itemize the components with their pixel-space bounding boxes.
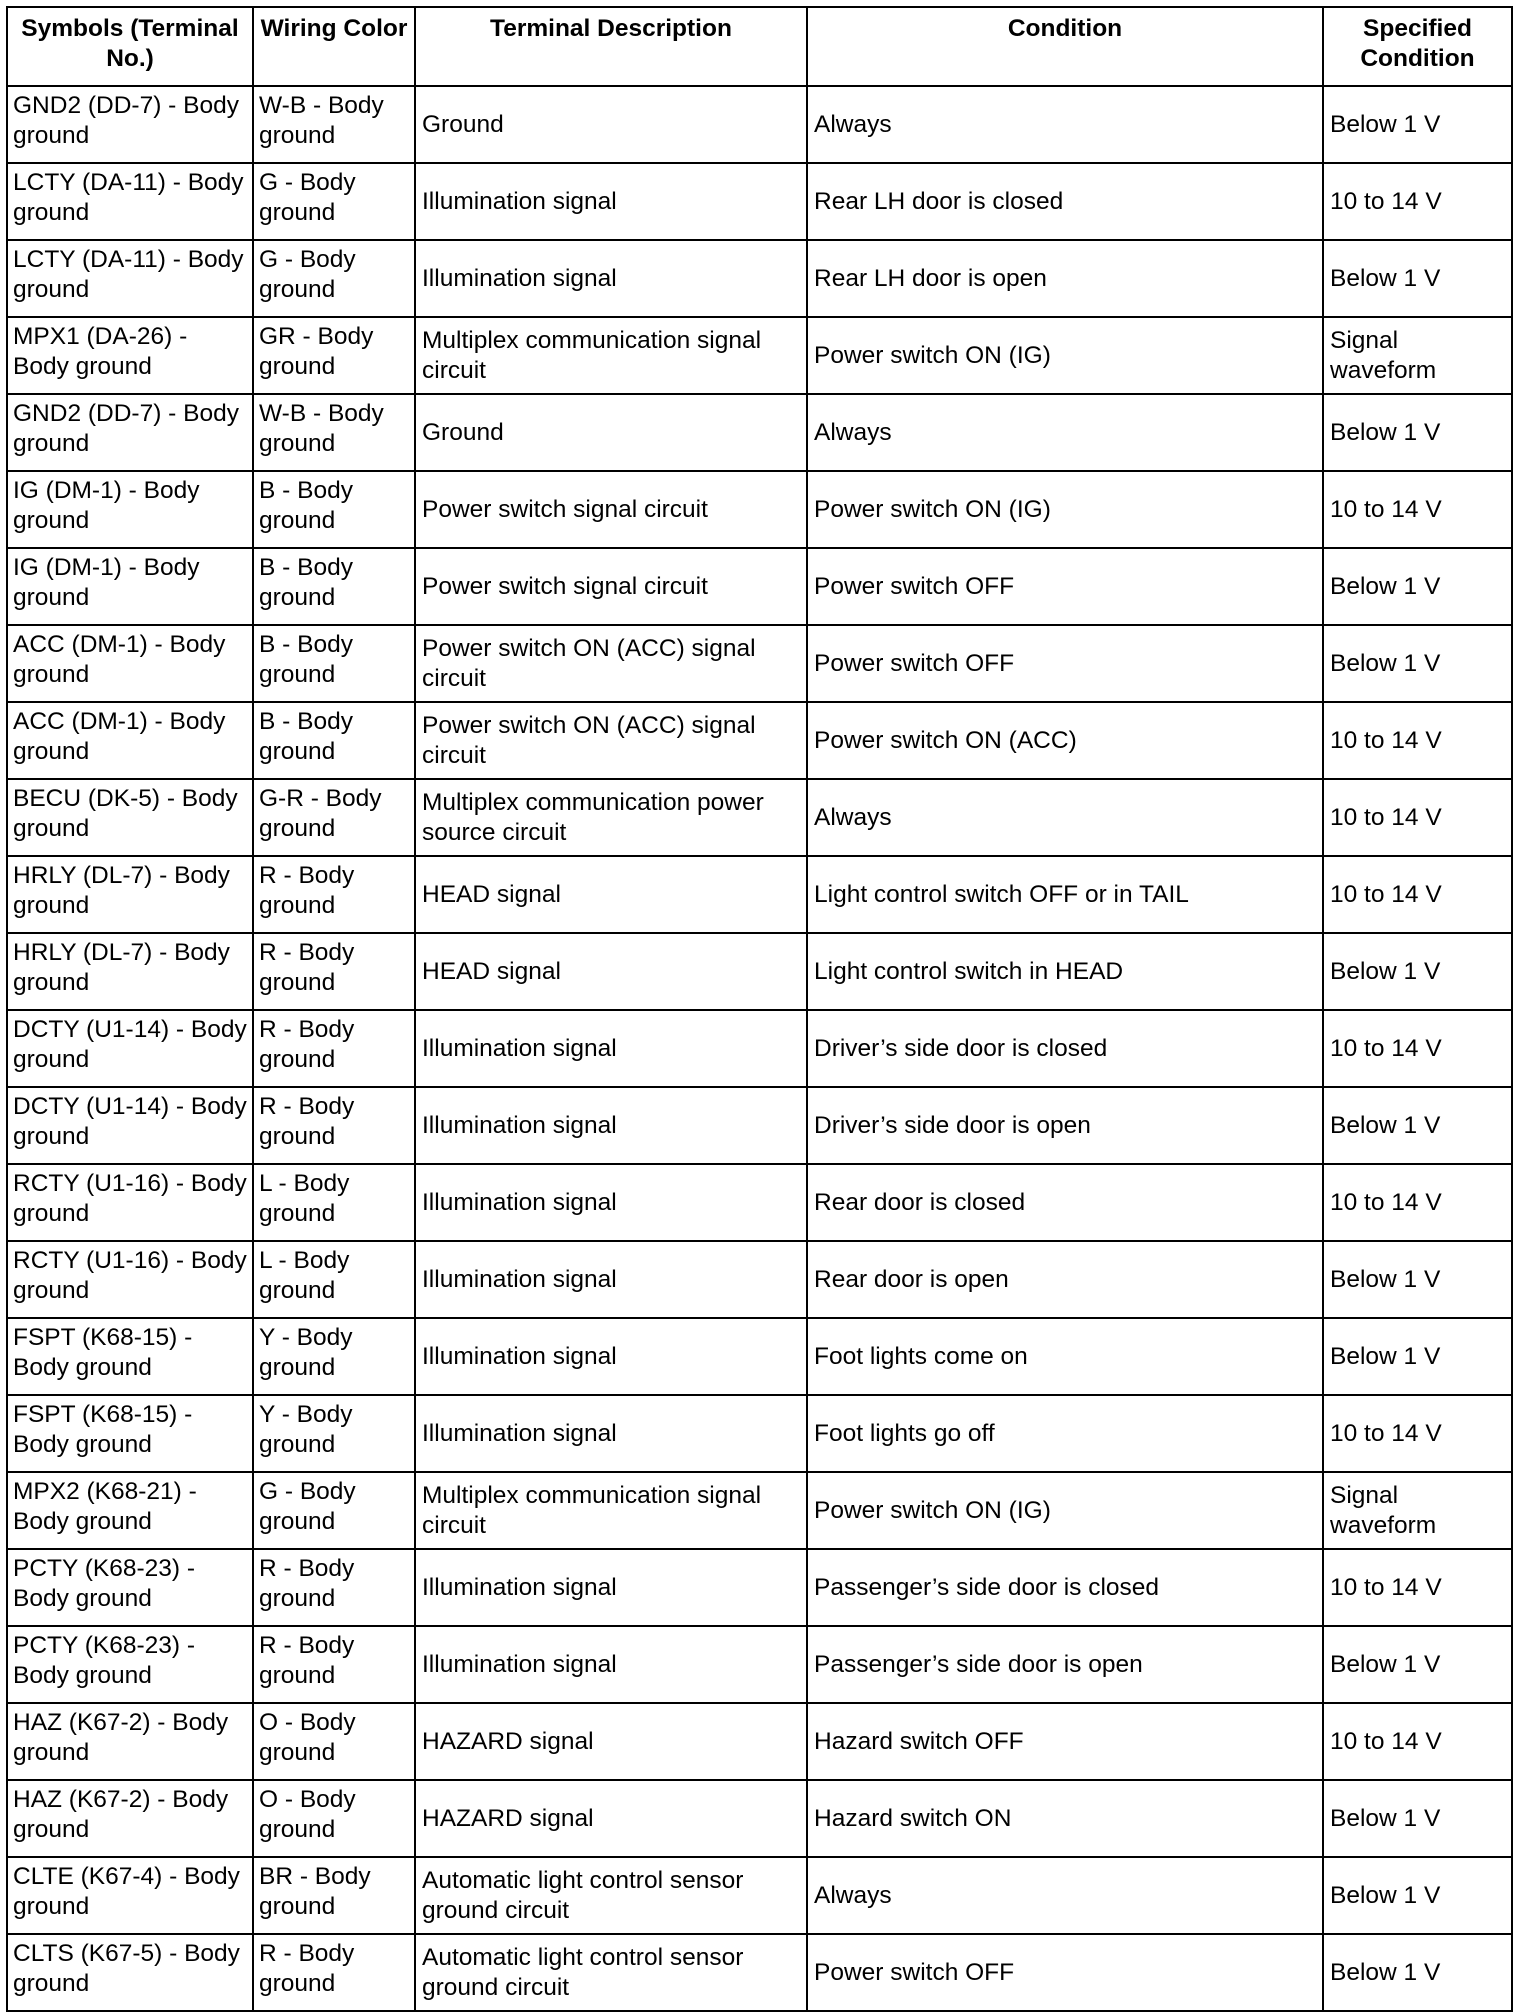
condition-cell: Rear LH door is open [807,240,1323,317]
table-row [7,1318,1512,1395]
terminal-description-cell: Automatic light control sensor ground circuit [415,1857,807,1934]
specified-condition-cell: 10 to 14 V [1323,702,1512,779]
condition-cell: Power switch ON (ACC) [807,702,1323,779]
symbol-cell: HAZ (K67-2) - Body ground [7,1780,253,1857]
table-row [7,240,1512,317]
wiring-color-cell: R - Body ground [253,1626,415,1703]
wiring-color-cell: Y - Body ground [253,1318,415,1395]
table-row [7,1626,1512,1703]
specified-condition-cell: Below 1 V [1323,933,1512,1010]
terminal-description-cell: Illumination signal [415,1087,807,1164]
wiring-color-cell: G - Body ground [253,163,415,240]
header-condition: Condition [807,7,1323,86]
symbol-cell: DCTY (U1-14) - Body ground [7,1087,253,1164]
terminal-description-cell: Illumination signal [415,1241,807,1318]
table-row [7,779,1512,856]
symbol-cell: FSPT (K68-15) - Body ground [7,1395,253,1472]
wiring-color-cell: R - Body ground [253,1934,415,2011]
symbol-cell: CLTE (K67-4) - Body ground [7,1857,253,1934]
specified-condition-cell: 10 to 14 V [1323,779,1512,856]
specified-condition-cell: Below 1 V [1323,1780,1512,1857]
symbol-cell: GND2 (DD-7) - Body ground [7,394,253,471]
condition-cell: Rear LH door is closed [807,163,1323,240]
symbol-cell: GND2 (DD-7) - Body ground [7,86,253,163]
wiring-color-cell: L - Body ground [253,1241,415,1318]
condition-cell: Always [807,86,1323,163]
table-row [7,1395,1512,1472]
symbol-cell: FSPT (K68-15) - Body ground [7,1318,253,1395]
specified-condition-cell: Below 1 V [1323,1857,1512,1934]
table-row [7,1164,1512,1241]
condition-cell: Foot lights come on [807,1318,1323,1395]
wiring-color-cell: Y - Body ground [253,1395,415,1472]
table-row [7,1472,1512,1549]
table-row [7,625,1512,702]
wiring-color-cell: R - Body ground [253,933,415,1010]
terminal-description-cell: Illumination signal [415,1318,807,1395]
terminal-description-cell: Power switch signal circuit [415,548,807,625]
condition-cell: Hazard switch ON [807,1780,1323,1857]
wiring-color-cell: G-R - Body ground [253,779,415,856]
specified-condition-cell: Signal waveform [1323,1472,1512,1549]
condition-cell: Passenger’s side door is closed [807,1549,1323,1626]
specified-condition-cell: Below 1 V [1323,625,1512,702]
condition-cell: Power switch ON (IG) [807,317,1323,394]
wiring-color-cell: GR - Body ground [253,317,415,394]
table-row [7,1241,1512,1318]
table-row [7,471,1512,548]
symbol-cell: ACC (DM-1) - Body ground [7,702,253,779]
wiring-color-cell: BR - Body ground [253,1857,415,1934]
condition-cell: Passenger’s side door is open [807,1626,1323,1703]
wiring-color-cell: W-B - Body ground [253,394,415,471]
symbol-cell: DCTY (U1-14) - Body ground [7,1010,253,1087]
specified-condition-cell: Below 1 V [1323,548,1512,625]
specified-condition-cell: Below 1 V [1323,1241,1512,1318]
terminal-description-cell: Illumination signal [415,1549,807,1626]
condition-cell: Power switch OFF [807,548,1323,625]
terminal-description-cell: HAZARD signal [415,1703,807,1780]
table-row [7,702,1512,779]
table-row [7,1549,1512,1626]
terminal-description-cell: Illumination signal [415,1626,807,1703]
wiring-color-cell: B - Body ground [253,625,415,702]
terminal-description-cell: Multiplex communication signal circuit [415,317,807,394]
wiring-color-cell: B - Body ground [253,548,415,625]
symbol-cell: LCTY (DA-11) - Body ground [7,240,253,317]
terminal-description-cell: Illumination signal [415,163,807,240]
table-row [7,163,1512,240]
specified-condition-cell: Below 1 V [1323,1087,1512,1164]
specified-condition-cell: Below 1 V [1323,1318,1512,1395]
specified-condition-cell: 10 to 14 V [1323,471,1512,548]
condition-cell: Light control switch OFF or in TAIL [807,856,1323,933]
terminal-description-cell: HEAD signal [415,856,807,933]
table-row [7,317,1512,394]
symbol-cell: PCTY (K68-23) - Body ground [7,1549,253,1626]
wiring-color-cell: B - Body ground [253,702,415,779]
condition-cell: Power switch OFF [807,1934,1323,2011]
specified-condition-cell: Below 1 V [1323,240,1512,317]
specified-condition-cell: Below 1 V [1323,86,1512,163]
wiring-color-cell: G - Body ground [253,240,415,317]
symbol-cell: IG (DM-1) - Body ground [7,548,253,625]
terminal-description-cell: Illumination signal [415,1164,807,1241]
condition-cell: Driver’s side door is open [807,1087,1323,1164]
table-row [7,1087,1512,1164]
table-body [7,86,1512,2011]
condition-cell: Always [807,1857,1323,1934]
wiring-color-cell: R - Body ground [253,1549,415,1626]
wiring-color-cell: R - Body ground [253,1010,415,1087]
wiring-color-cell: G - Body ground [253,1472,415,1549]
terminal-description-cell: Illumination signal [415,1010,807,1087]
terminal-description-cell: Ground [415,86,807,163]
table-row [7,548,1512,625]
condition-cell: Power switch ON (IG) [807,1472,1323,1549]
symbol-cell: ACC (DM-1) - Body ground [7,625,253,702]
terminal-table [6,6,1513,2012]
table-row [7,933,1512,1010]
specified-condition-cell: 10 to 14 V [1323,856,1512,933]
specified-condition-cell: Signal waveform [1323,317,1512,394]
header-row [7,7,1512,86]
symbol-cell: CLTS (K67-5) - Body ground [7,1934,253,2011]
condition-cell: Driver’s side door is closed [807,1010,1323,1087]
specified-condition-cell: 10 to 14 V [1323,1703,1512,1780]
specified-condition-cell: 10 to 14 V [1323,1395,1512,1472]
table-row [7,86,1512,163]
specified-condition-cell: Below 1 V [1323,1934,1512,2011]
symbol-cell: RCTY (U1-16) - Body ground [7,1164,253,1241]
header-terminal-description: Terminal Description [415,7,807,86]
terminal-description-cell: Power switch ON (ACC) signal circuit [415,625,807,702]
wiring-color-cell: O - Body ground [253,1780,415,1857]
specified-condition-cell: 10 to 14 V [1323,1164,1512,1241]
condition-cell: Power switch OFF [807,625,1323,702]
table-row [7,1780,1512,1857]
condition-cell: Foot lights go off [807,1395,1323,1472]
symbol-cell: RCTY (U1-16) - Body ground [7,1241,253,1318]
terminal-description-cell: HAZARD signal [415,1780,807,1857]
terminal-description-cell: Power switch ON (ACC) signal circuit [415,702,807,779]
specified-condition-cell: 10 to 14 V [1323,163,1512,240]
condition-cell: Hazard switch OFF [807,1703,1323,1780]
symbol-cell: MPX1 (DA-26) - Body ground [7,317,253,394]
wiring-color-cell: W-B - Body ground [253,86,415,163]
terminal-description-cell: Illumination signal [415,1395,807,1472]
table-row [7,394,1512,471]
symbol-cell: IG (DM-1) - Body ground [7,471,253,548]
table-row [7,1934,1512,2011]
header-specified-condition: Specified Condition [1323,7,1512,86]
condition-cell: Rear door is open [807,1241,1323,1318]
condition-cell: Power switch ON (IG) [807,471,1323,548]
table-row [7,1010,1512,1087]
terminal-description-cell: Multiplex communication power source circuit [415,779,807,856]
symbol-cell: HRLY (DL-7) - Body ground [7,933,253,1010]
header-symbols: Symbols (Terminal No.) [7,7,253,86]
symbol-cell: PCTY (K68-23) - Body ground [7,1626,253,1703]
table-row [7,1703,1512,1780]
symbol-cell: BECU (DK-5) - Body ground [7,779,253,856]
wiring-color-cell: B - Body ground [253,471,415,548]
terminal-description-cell: Ground [415,394,807,471]
table-row [7,1857,1512,1934]
wiring-color-cell: R - Body ground [253,856,415,933]
symbol-cell: LCTY (DA-11) - Body ground [7,163,253,240]
specified-condition-cell: 10 to 14 V [1323,1549,1512,1626]
terminal-description-cell: HEAD signal [415,933,807,1010]
wiring-color-cell: O - Body ground [253,1703,415,1780]
symbol-cell: HAZ (K67-2) - Body ground [7,1703,253,1780]
symbol-cell: MPX2 (K68-21) - Body ground [7,1472,253,1549]
terminal-description-cell: Multiplex communication signal circuit [415,1472,807,1549]
terminal-description-cell: Illumination signal [415,240,807,317]
symbol-cell: HRLY (DL-7) - Body ground [7,856,253,933]
condition-cell: Always [807,394,1323,471]
condition-cell: Rear door is closed [807,1164,1323,1241]
wiring-color-cell: L - Body ground [253,1164,415,1241]
condition-cell: Always [807,779,1323,856]
terminal-description-cell: Power switch signal circuit [415,471,807,548]
specified-condition-cell: Below 1 V [1323,394,1512,471]
condition-cell: Light control switch in HEAD [807,933,1323,1010]
terminal-description-cell: Automatic light control sensor ground circuit [415,1934,807,2011]
wiring-color-cell: R - Body ground [253,1087,415,1164]
header-wiring-color: Wiring Color [253,7,415,86]
specified-condition-cell: 10 to 14 V [1323,1010,1512,1087]
specified-condition-cell: Below 1 V [1323,1626,1512,1703]
table-row [7,856,1512,933]
